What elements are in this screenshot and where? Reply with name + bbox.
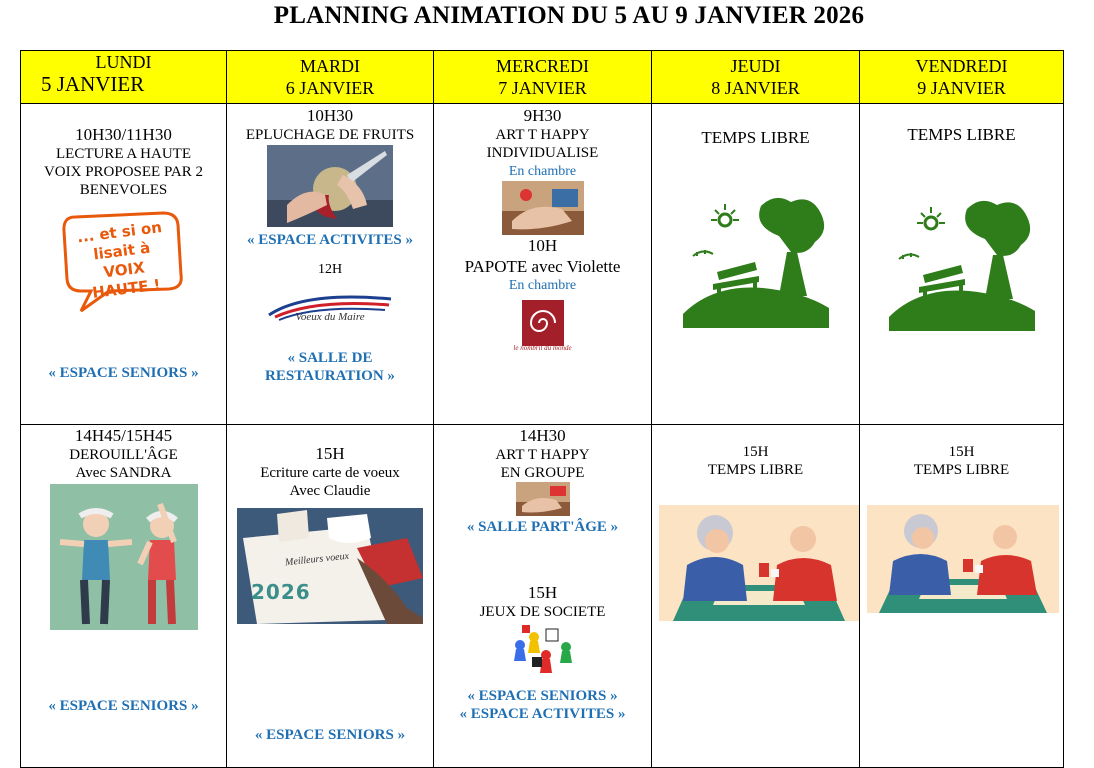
- seniors-playing-board-game-image: [867, 505, 1059, 613]
- header-vendredi: [860, 51, 1064, 104]
- activity: DEROUILL'ÂGE: [69, 447, 178, 463]
- time: 10H30: [306, 106, 354, 125]
- morning-mardi: [227, 104, 434, 425]
- page-title: PLANNING ANIMATION DU 5 AU 9 JANVIER 2026: [273, 2, 865, 29]
- place: « ESPACE SENIORS »: [48, 698, 199, 714]
- activity: TEMPS LIBRE: [701, 128, 810, 147]
- place2: « SALLE DE RESTAURATION »: [265, 350, 395, 384]
- bubble-text: ... et si on lisait à VOIX HAUTE !: [75, 218, 163, 302]
- header-lundi: [21, 51, 227, 104]
- board-game-pieces-image: [506, 623, 580, 679]
- fruit-peeling-photo: [267, 145, 393, 227]
- afternoon-lundi: [21, 425, 227, 768]
- time: 15H: [315, 444, 345, 463]
- time: 14H30: [519, 426, 566, 445]
- time: 9H30: [523, 106, 562, 125]
- time2: 10H: [527, 236, 558, 255]
- place: « SALLE PART'ÂGE »: [466, 519, 619, 535]
- place: En chambre: [508, 164, 577, 179]
- with: Avec Claudie: [289, 483, 371, 499]
- day-name: MARDI: [299, 56, 360, 76]
- place: « ESPACE SENIORS »: [254, 727, 406, 743]
- activity2: JEUX DE SOCIETE: [479, 604, 606, 620]
- day-date: 5 JANVIER: [41, 72, 145, 96]
- day-date: 7 JANVIER: [498, 78, 587, 98]
- header-mardi: [227, 51, 434, 104]
- afternoon-row: [21, 425, 1064, 768]
- day-name: JEUDI: [730, 56, 781, 76]
- seniors-exercise-image: [50, 484, 198, 630]
- header-jeudi: [652, 51, 860, 104]
- art-group-photo: [516, 482, 570, 516]
- activity: TEMPS LIBRE: [913, 462, 1010, 478]
- place: « ESPACE SENIORS »: [48, 365, 199, 381]
- afternoon-jeudi: [652, 425, 860, 768]
- activity: EPLUCHAGE DE FRUITS: [245, 127, 415, 143]
- park-bench-icon: [889, 199, 1035, 331]
- park-bench-icon: [683, 196, 829, 328]
- morning-mercredi: [434, 104, 652, 425]
- time: 10H30/11H30: [75, 125, 172, 144]
- header-row: [21, 51, 1064, 104]
- nombril-du-monde-logo: [512, 298, 574, 354]
- place2: « ESPACE SENIORS »: [467, 688, 618, 704]
- activity: ART T HAPPY EN GROUPE: [495, 447, 590, 481]
- afternoon-mardi: [227, 425, 434, 768]
- activity: TEMPS LIBRE: [707, 462, 804, 478]
- speech-bubble-image: [61, 209, 187, 313]
- place: « ESPACE ACTIVITES »: [246, 232, 414, 248]
- activity2: PAPOTE avec Violette: [464, 257, 621, 276]
- time: 14H45/15H45: [74, 426, 173, 445]
- activity: LECTURE A HAUTE VOIX PROPOSEE PAR 2 BENEVOLES: [43, 146, 204, 198]
- morning-row: [21, 104, 1064, 425]
- day-date: 9 JANVIER: [917, 78, 1006, 98]
- with: Avec SANDRA: [75, 465, 172, 481]
- activity: Ecriture carte de voeux: [260, 465, 400, 481]
- card-text: Meilleurs voeux: [284, 550, 350, 569]
- morning-lundi: [21, 104, 227, 425]
- place3: « ESPACE ACTIVITES »: [459, 706, 626, 722]
- morning-jeudi: [652, 104, 860, 425]
- art-therapy-photo: [502, 181, 584, 235]
- day-name: MERCREDI: [495, 56, 589, 76]
- voeux-du-maire-logo: [265, 287, 395, 331]
- time2: 15H: [527, 583, 558, 602]
- day-date: 8 JANVIER: [711, 78, 800, 98]
- activity: ART T HAPPY INDIVIDUALISE: [486, 127, 599, 161]
- afternoon-mercredi: [434, 425, 652, 768]
- time2: 12H: [317, 262, 343, 277]
- seniors-playing-board-game-image: [659, 505, 859, 621]
- planning-table: [20, 50, 1064, 768]
- day-name: VENDREDI: [915, 56, 1008, 76]
- logo-text: le nombril du monde: [513, 344, 572, 352]
- afternoon-vendredi: [860, 425, 1064, 768]
- day-date: 6 JANVIER: [285, 78, 375, 98]
- activity: TEMPS LIBRE: [907, 125, 1016, 144]
- time: 15H: [948, 444, 975, 460]
- time: 15H: [742, 444, 769, 460]
- place2: En chambre: [508, 278, 577, 293]
- morning-vendredi: [860, 104, 1064, 425]
- card-year: 2026: [251, 580, 311, 604]
- logo-text: Voeux du Maire: [295, 311, 365, 323]
- day-name: LUNDI: [95, 52, 152, 72]
- header-mercredi: [434, 51, 652, 104]
- greeting-card-photo: [237, 508, 423, 624]
